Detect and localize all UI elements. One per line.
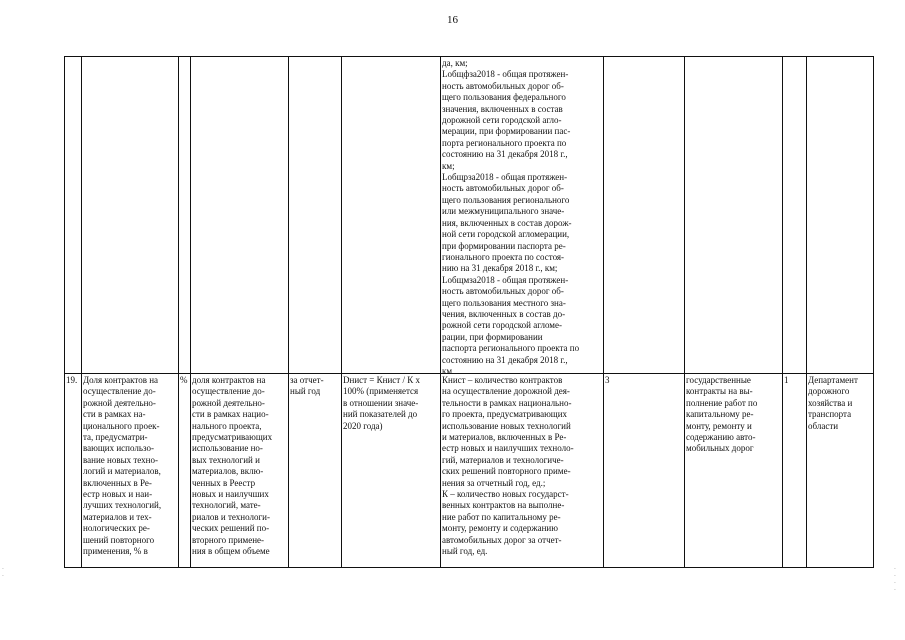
- text-line: или межмуниципального значе-: [442, 206, 565, 217]
- text-line: хозяйства и: [808, 397, 853, 408]
- text-line: доля контрактов на: [192, 375, 266, 385]
- text-line: материалов и тех-: [83, 511, 152, 522]
- text-line: ние работ по капитальному ре-: [442, 511, 561, 522]
- text-line: в отношении значе-: [343, 397, 419, 408]
- edge-mark: ·: [894, 573, 896, 580]
- text-line: рожной деятельно-: [192, 397, 265, 408]
- text-line: при формировании паспорта ре-: [442, 240, 566, 251]
- text-line: включенных в Ре-: [83, 477, 152, 488]
- text-line: порта регионального проекта по: [442, 137, 567, 148]
- right-edge-marks: [894, 566, 896, 594]
- text-line: ния, включенных в состав дорож-: [442, 217, 572, 228]
- text-line: использование новых технологий: [442, 420, 571, 431]
- text-line: Lобщмза2018 - общая протяжен-: [442, 274, 569, 285]
- text-line: ских решений повторного приме-: [442, 466, 571, 477]
- period-cell: [288, 374, 341, 399]
- text-line: ность автомобильных дорог об-: [442, 286, 564, 297]
- text-line: транспорта: [808, 409, 852, 420]
- variables-cell: [440, 374, 603, 567]
- text-line: ной сети городской агломерации,: [442, 229, 570, 240]
- text-line: тельности в рамках национально-: [442, 397, 572, 408]
- text-line: Dнист = Книст / К х: [343, 375, 420, 385]
- text-line: ность автомобильных дорог об-: [442, 183, 564, 194]
- text-line: риалов и технологи-: [192, 511, 270, 522]
- text-line: естр новых и наилучших техноло-: [442, 443, 574, 454]
- text-line: состоянию на 31 декабря 2018 г.,: [442, 149, 568, 160]
- text-line: содержанию авто-: [686, 432, 756, 443]
- text-line: щего пользования федерального: [442, 92, 566, 103]
- text-line: монту, ремонту и: [686, 420, 752, 431]
- text-line: Lобщрза2018 - общая протяжен-: [442, 172, 568, 183]
- text-line: шений повторного: [83, 534, 155, 545]
- text-line: гий, материалов и технологиче-: [442, 454, 564, 465]
- text-line: дорожной сети городской агло-: [442, 115, 562, 126]
- edge-mark: ·: [2, 566, 4, 573]
- text-line: лучших технологий,: [83, 500, 162, 511]
- text-line: 2020 года): [343, 420, 383, 431]
- prev-row-description: [440, 57, 603, 373]
- text-line: вание новых техно-: [83, 454, 158, 465]
- text-line: 100% (применяется: [343, 386, 419, 397]
- row-number: [64, 374, 81, 387]
- text-line: нологических ре-: [83, 523, 150, 534]
- text-line: ность автомобильных дорог об-: [442, 80, 564, 91]
- text-line: вторного примене-: [192, 534, 265, 545]
- text-line: Доля контрактов на: [83, 375, 159, 385]
- text-line: предусматривающих: [192, 432, 273, 443]
- text-line: та, предусматри-: [83, 432, 148, 443]
- text-line: новых и наилучших: [192, 489, 269, 500]
- text-line: рации, при формировании: [442, 331, 543, 342]
- text-line: мерации, при формировании пас-: [442, 126, 571, 137]
- text-line: материалов, вклю-: [192, 466, 264, 477]
- edge-mark: ·: [894, 587, 896, 594]
- text-line: вающих использо-: [83, 443, 154, 454]
- text-line: сти в рамках на-: [83, 409, 146, 420]
- text-line: нию на 31 декабря 2018 г., км;: [442, 263, 558, 274]
- text-line: км: [442, 365, 453, 373]
- text-line: мобильных дорог: [686, 443, 754, 454]
- text-line: полнение работ по: [686, 397, 758, 408]
- text-line: нального проекта,: [192, 420, 262, 431]
- text-line: осуществление до-: [192, 386, 265, 397]
- method-code: 3: [605, 375, 610, 385]
- text-line: применения, % в: [83, 546, 148, 557]
- definition-cell: [190, 374, 288, 567]
- text-line: состоянию на 31 декабря 2018 г.,: [442, 354, 568, 365]
- indicator-name-cell: [81, 374, 178, 567]
- text-line: км;: [442, 160, 455, 171]
- unit-cell: [178, 374, 190, 387]
- text-line: Lобщфза2018 - общая протяжен-: [442, 69, 569, 80]
- text-line: ческих решений по-: [192, 523, 270, 534]
- text-line: чения, включенных в состав до-: [442, 308, 566, 319]
- edge-mark: ·: [894, 580, 896, 587]
- text-line: щего пользования местного зна-: [442, 297, 566, 308]
- text-line: ный год, ед.: [442, 546, 488, 557]
- formula-cell: [341, 374, 440, 433]
- text-line: контракты на вы-: [686, 386, 753, 397]
- page-number: 16: [447, 14, 458, 26]
- text-line: государственные: [686, 375, 751, 385]
- text-line: ния в общем объеме: [192, 546, 270, 557]
- text-line: рожной сети городской агломе-: [442, 320, 562, 331]
- indicator-table: [64, 56, 874, 568]
- text-line: венных контрактов на выполне-: [442, 500, 565, 511]
- text-line: рожной деятельно-: [83, 397, 156, 408]
- text-line: ний показателей до: [343, 409, 418, 420]
- text-line: да, км;: [442, 58, 468, 68]
- text-line: щего пользования регионального: [442, 194, 570, 205]
- unit-text: %: [180, 375, 188, 385]
- edge-mark: ·: [894, 566, 896, 573]
- method-code-cell: [603, 374, 684, 387]
- text-line: капитальному ре-: [686, 409, 754, 420]
- text-line: на осуществление дорожной дея-: [442, 386, 570, 397]
- text-line: нения за отчетный год, ед.;: [442, 477, 546, 488]
- text-line: Департамент: [808, 375, 858, 385]
- source-code-cell: [782, 374, 806, 387]
- text-line: го проекта, предусматривающих: [442, 409, 568, 420]
- text-line: осуществление до-: [83, 386, 156, 397]
- text-line: ченных в Реестр: [192, 477, 256, 488]
- text-line: ный год: [290, 386, 321, 397]
- text-line: области: [808, 420, 839, 431]
- text-line: ционального проек-: [83, 420, 160, 431]
- text-line: и материалов, включенных в Ре-: [442, 432, 567, 443]
- text-line: за отчет-: [290, 375, 324, 385]
- text-line: монту, ремонту и содержанию: [442, 523, 558, 534]
- text-line: автомобильных дорог за отчет-: [442, 534, 562, 545]
- text-line: вых технологий и: [192, 454, 260, 465]
- text-line: естр новых и наи-: [83, 489, 153, 500]
- text-line: логий и материалов,: [83, 466, 161, 477]
- text-line: дорожного: [808, 386, 850, 397]
- text-line: Книст – количество контрактов: [442, 375, 563, 385]
- text-line: технологий, мате-: [192, 500, 261, 511]
- row-number-text: 19.: [66, 375, 78, 385]
- text-line: значения, включенных в состав: [442, 103, 563, 114]
- text-line: паспорта регионального проекта по: [442, 343, 580, 354]
- responsible-cell: [806, 374, 873, 433]
- source-code: 1: [784, 375, 789, 385]
- text-line: сти в рамках нацио-: [192, 409, 269, 420]
- left-edge-marks: [2, 566, 4, 580]
- text-line: использование но-: [192, 443, 263, 454]
- text-line: К – количество новых государст-: [442, 489, 569, 500]
- data-source-cell: [684, 374, 782, 456]
- edge-mark: ·: [2, 573, 4, 580]
- text-line: гионального проекта по состоя-: [442, 251, 565, 262]
